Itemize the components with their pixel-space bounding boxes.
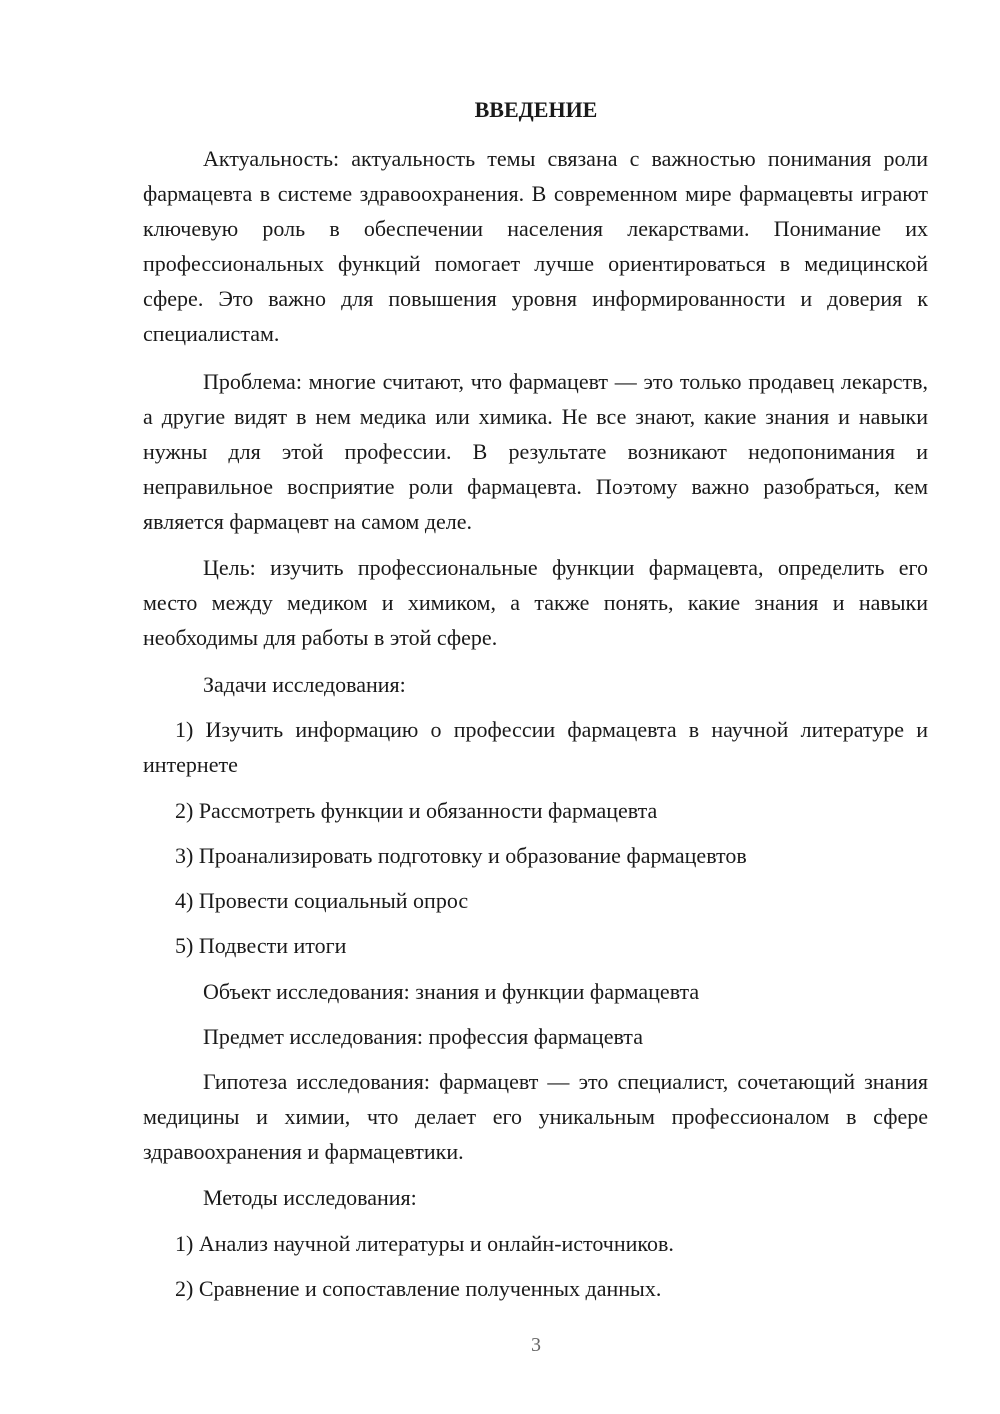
method-item-1: 1) Анализ научной литературы и онлайн-источников. (175, 1231, 674, 1256)
task-item-2: 2) Рассмотреть функции и обязанности фармацевта (175, 798, 658, 823)
task-item-5: 5) Подвести итоги (175, 933, 347, 958)
section-heading: ВВЕДЕНИЕ (474, 97, 598, 122)
paragraph-subject: Предмет исследования: профессия фармацевта (203, 1024, 643, 1049)
paragraph-goal: Цель: изучить профессиональные функции фармацевта, определить его место между медиком и химиком, а также понять, какие знания и навыки необходимы для работы в этой сфере. (143, 555, 928, 650)
page-number: 3 (531, 1334, 541, 1356)
tasks-title: Задачи исследования: (203, 672, 406, 697)
paragraph-problem: Проблема: многие считают, что фармацевт — это только продавец лекарств, а другие видят в нем медика или химика. Не все знают, какие знания и навыки нужны для этой профессии. В результате возникают недопонимания и неправильное восприятие роли фармацевта. Поэтому важно разобраться, кем является фармацевт на самом деле. (143, 369, 928, 534)
method-item-2: 2) Сравнение и сопоставление полученных данных. (175, 1276, 662, 1301)
task-item-4: 4) Провести социальный опрос (175, 888, 469, 913)
methods-title: Методы исследования: (203, 1185, 417, 1210)
paragraph-object: Объект исследования: знания и функции фармацевта (203, 979, 700, 1004)
task-item-3: 3) Проанализировать подготовку и образование фармацевтов (175, 843, 747, 868)
paragraph-relevance: Актуальность: актуальность темы связана с важностью понимания роли фармацевта в системе здравоохранения. В современном мире фармацевты играют ключевую роль в обеспечении населения лекарствами. Понимание их профессиональных функций помогает лучше ориентироваться в медицинской сфере. Это важно для повышения уровня информированности и доверия к специалистам. (143, 146, 928, 346)
task-item-1: 1) Изучить информацию о профессии фармацевта в научной литературе и интернете (143, 717, 928, 777)
paragraph-hypothesis: Гипотеза исследования: фармацевт — это специалист, сочетающий знания медицины и химии, что делает его уникальным профессионалом в сфере здравоохранения и фармацевтики. (143, 1069, 928, 1164)
